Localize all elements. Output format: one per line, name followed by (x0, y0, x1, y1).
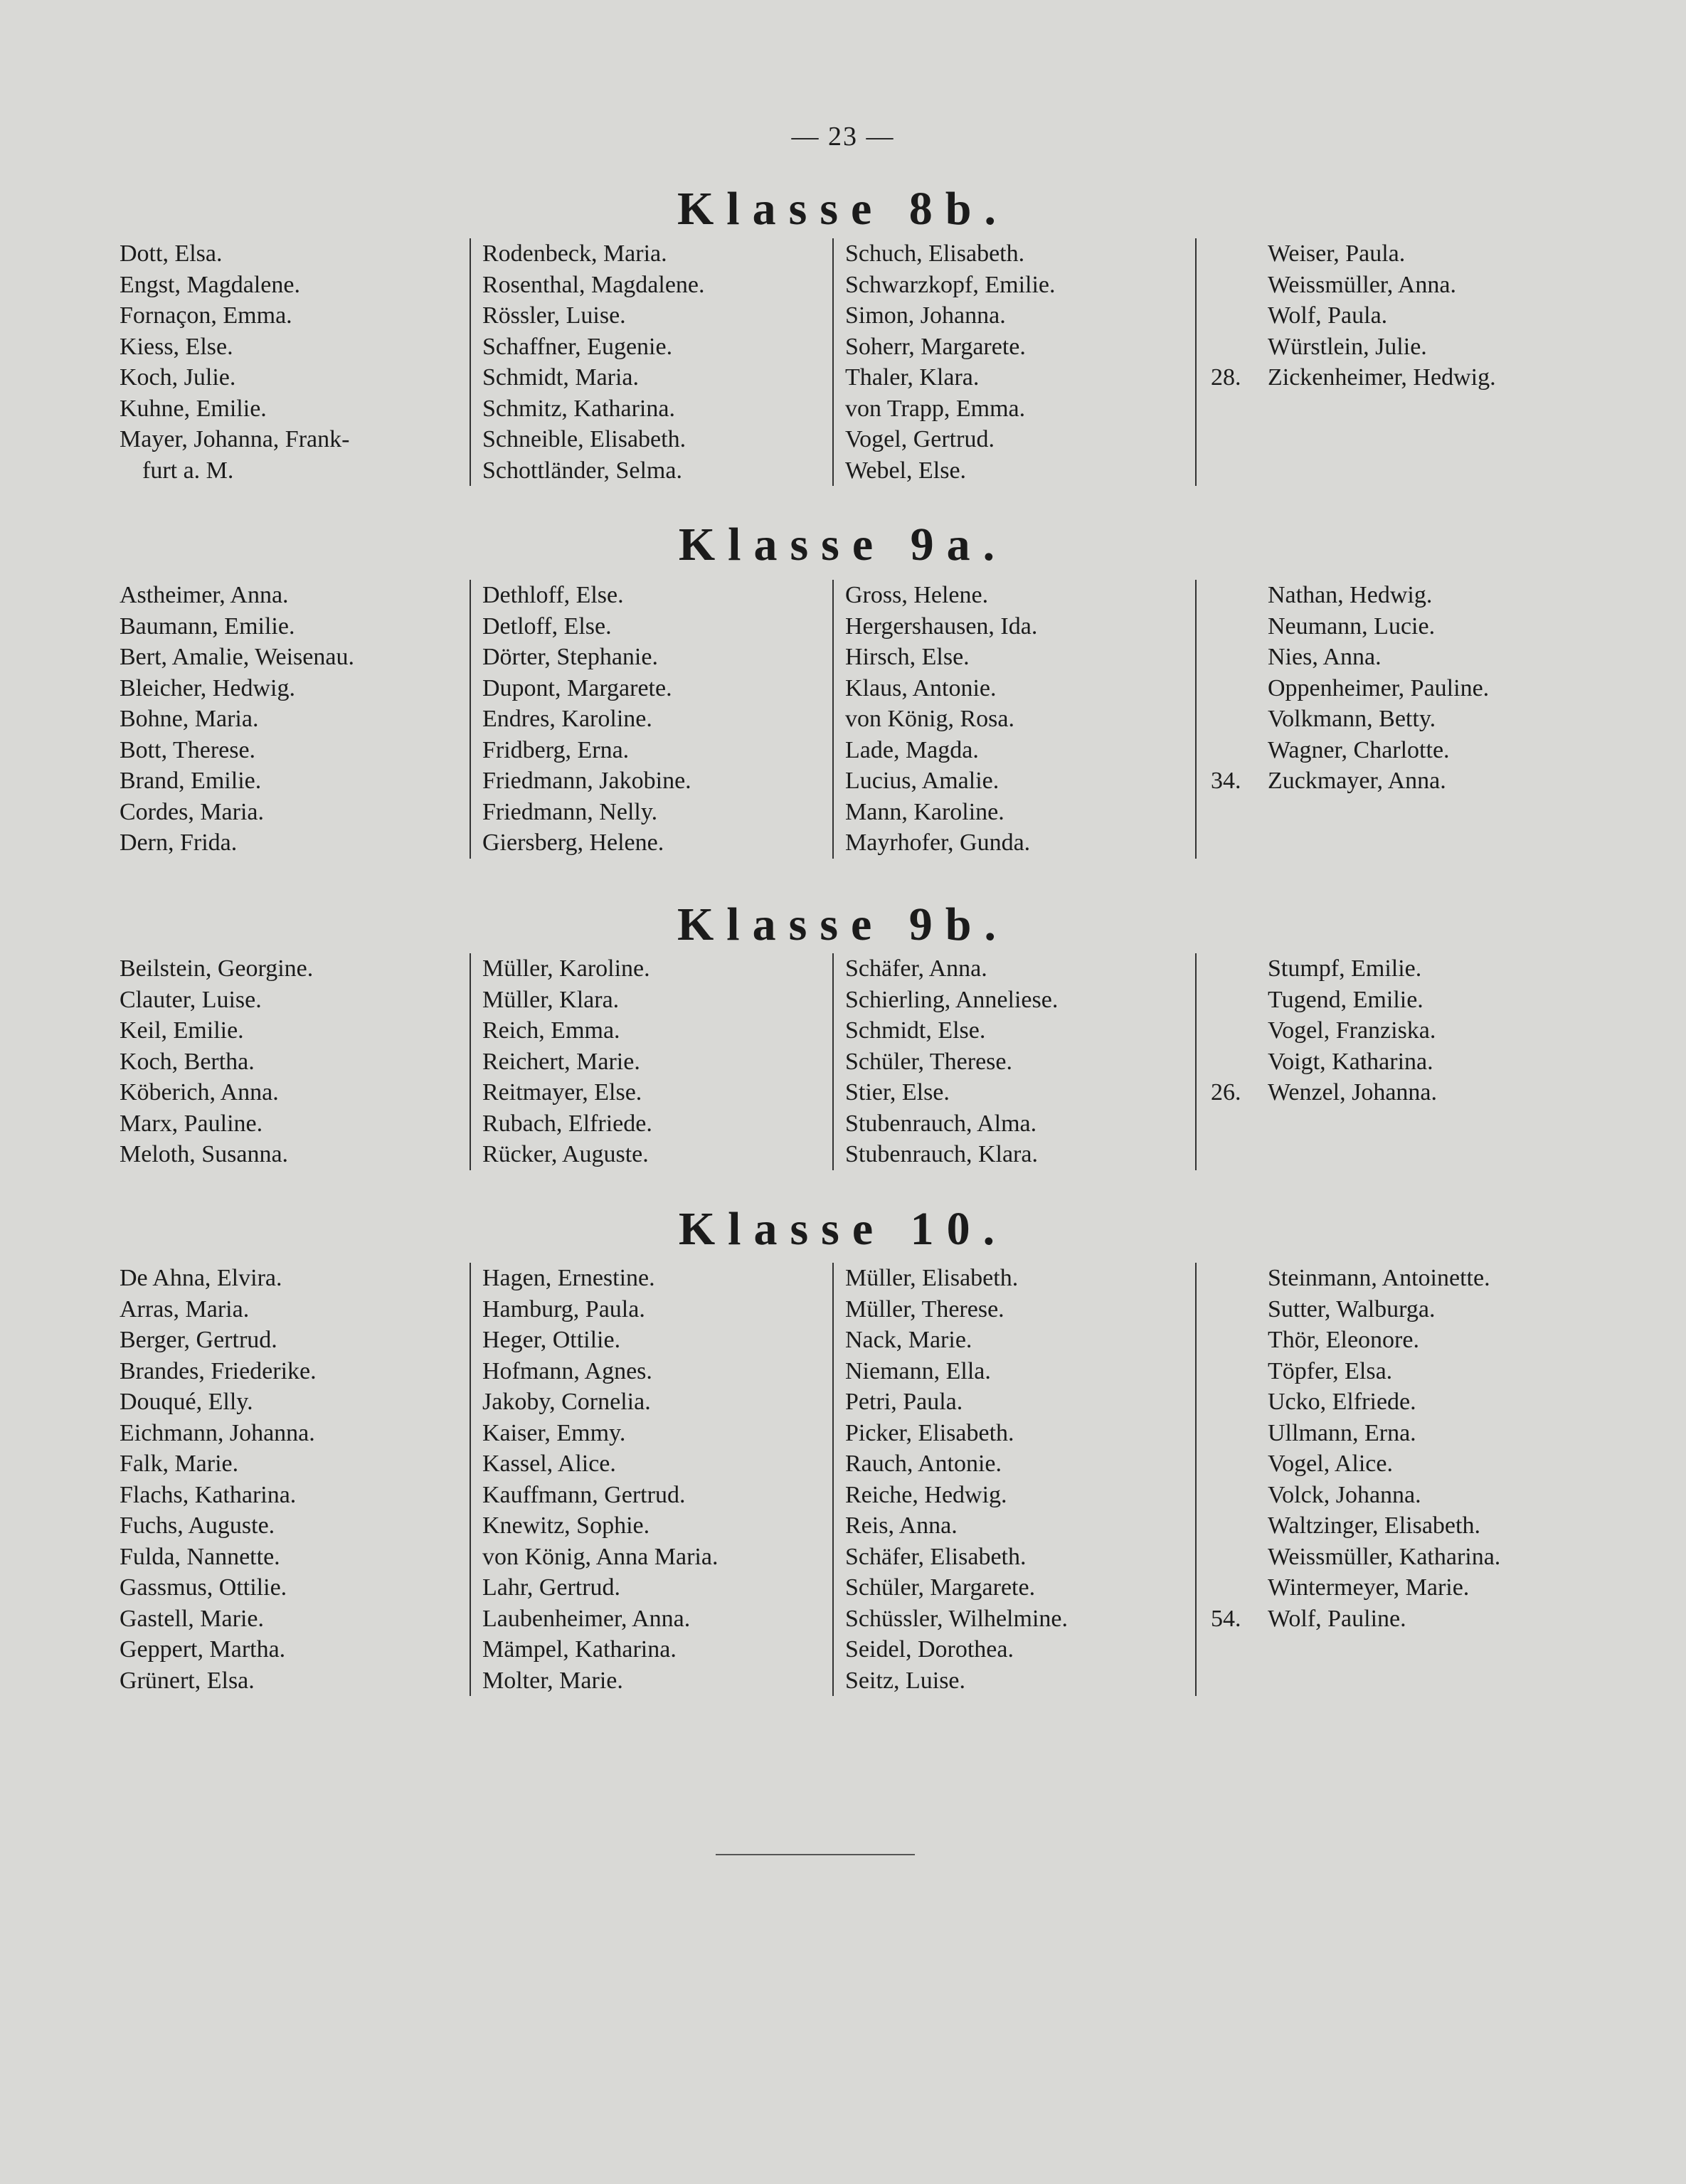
name-entry: Lahr, Gertrud. (482, 1574, 621, 1601)
name-column (832, 580, 1195, 859)
name-entry: Nathan, Hedwig. (1268, 582, 1433, 608)
name-entry: Köberich, Anna. (120, 1079, 279, 1106)
name-entry: Waltzinger, Elisabeth. (1268, 1512, 1480, 1539)
name-entry: Seitz, Luise. (845, 1667, 966, 1694)
name-entry: von König, Rosa. (845, 706, 1014, 732)
class-total: 28. (1211, 364, 1241, 391)
name-entry: Schmitz, Katharina. (482, 395, 675, 422)
name-entry: Thör, Eleonore. (1268, 1327, 1419, 1353)
name-entry: Endres, Karoline. (482, 706, 652, 732)
name-entry: Knewitz, Sophie. (482, 1512, 650, 1539)
names-grid-10 (114, 1263, 1579, 1696)
name-entry: Dott, Elsa. (120, 240, 223, 267)
name-entry: Soherr, Margarete. (845, 333, 1026, 360)
name-entry: Douqué, Elly. (120, 1389, 253, 1415)
name-column (470, 238, 832, 486)
name-entry: Bert, Amalie, Weisenau. (120, 644, 354, 670)
name-entry: Mayer, Johanna, Frank- (120, 426, 350, 452)
name-entry: Fuchs, Auguste. (120, 1512, 275, 1539)
name-column (114, 953, 470, 1170)
name-entry: Kiess, Else. (120, 333, 233, 360)
name-entry: von Trapp, Emma. (845, 395, 1026, 422)
name-entry: Seidel, Dorothea. (845, 1636, 1014, 1663)
name-entry: Lade, Magda. (845, 736, 979, 763)
name-entry: Bohne, Maria. (120, 706, 259, 732)
name-entry: Wintermeyer, Marie. (1268, 1574, 1470, 1601)
name-entry: Schaffner, Eugenie. (482, 333, 673, 360)
name-entry: Dörter, Stephanie. (482, 644, 658, 670)
name-entry: Wolf, Paula. (1268, 302, 1388, 329)
name-entry: Neumann, Lucie. (1268, 613, 1436, 640)
name-column (114, 580, 470, 859)
name-entry: Molter, Marie. (482, 1667, 623, 1694)
name-entry: Kuhne, Emilie. (120, 395, 267, 422)
section-title-9b: Klasse 9b. (677, 898, 1009, 950)
name-entry: Müller, Klara. (482, 986, 620, 1013)
name-entry: Töpfer, Elsa. (1268, 1357, 1393, 1384)
name-entry: Flachs, Katharina. (120, 1481, 297, 1508)
name-entry: Schüssler, Wilhelmine. (845, 1605, 1068, 1632)
name-entry: Kaiser, Emmy. (482, 1419, 626, 1446)
names-grid-9b (114, 953, 1579, 1170)
name-entry: Petri, Paula. (845, 1389, 963, 1415)
footer-rule (716, 1854, 915, 1855)
name-entry: Vogel, Alice. (1268, 1451, 1393, 1477)
name-entry: Nies, Anna. (1268, 644, 1382, 670)
name-entry: Klaus, Antonie. (845, 674, 997, 701)
name-entry: Stumpf, Emilie. (1268, 955, 1422, 982)
class-total: 54. (1211, 1605, 1241, 1632)
name-entry: Arras, Maria. (120, 1295, 250, 1322)
name-entry: Rauch, Antonie. (845, 1451, 1002, 1477)
name-entry: Dethloff, Else. (482, 582, 624, 608)
name-column (832, 953, 1195, 1170)
name-entry: Schmidt, Maria. (482, 364, 640, 391)
name-column (1195, 580, 1579, 859)
name-entry: Fulda, Nannette. (120, 1543, 280, 1570)
name-entry: Zickenheimer, Hedwig. (1268, 364, 1496, 391)
name-entry: Weissmüller, Anna. (1268, 271, 1457, 298)
name-entry: Keil, Emilie. (120, 1017, 244, 1044)
name-entry: Wagner, Charlotte. (1268, 736, 1450, 763)
name-entry: Koch, Julie. (120, 364, 236, 391)
name-entry: Kauffmann, Gertrud. (482, 1481, 686, 1508)
section-title-10: Klasse 10. (678, 1203, 1008, 1255)
name-entry: Weissmüller, Katharina. (1268, 1543, 1501, 1570)
name-entry: Rücker, Auguste. (482, 1141, 649, 1167)
name-entry: Bleicher, Hedwig. (120, 674, 295, 701)
name-column (470, 953, 832, 1170)
name-entry: Gassmus, Ottilie. (120, 1574, 287, 1601)
name-entry: Jakoby, Cornelia. (482, 1389, 651, 1415)
name-entry: Würstlein, Julie. (1268, 333, 1427, 360)
name-entry: Stubenrauch, Alma. (845, 1110, 1037, 1137)
name-entry: Schüler, Therese. (845, 1048, 1012, 1075)
name-entry: von König, Anna Maria. (482, 1543, 719, 1570)
name-entry: Schuch, Elisabeth. (845, 240, 1025, 267)
name-entry: Stier, Else. (845, 1079, 950, 1106)
name-entry: Marx, Pauline. (120, 1110, 263, 1137)
name-entry: Hirsch, Else. (845, 644, 970, 670)
name-entry: Simon, Johanna. (845, 302, 1006, 329)
name-entry: Oppenheimer, Pauline. (1268, 674, 1490, 701)
name-entry: Zuckmayer, Anna. (1268, 768, 1446, 794)
name-entry: Mann, Karoline. (845, 798, 1004, 825)
names-grid-8b (114, 238, 1579, 486)
name-entry: Reiche, Hedwig. (845, 1481, 1007, 1508)
name-entry: Eichmann, Johanna. (120, 1419, 315, 1446)
name-entry: Reis, Anna. (845, 1512, 958, 1539)
name-entry: Müller, Elisabeth. (845, 1265, 1019, 1291)
name-entry: Dupont, Margarete. (482, 674, 672, 701)
name-entry: Vogel, Gertrud. (845, 426, 995, 452)
name-entry: Astheimer, Anna. (120, 582, 289, 608)
name-entry: Fornaçon, Emma. (120, 302, 292, 329)
name-entry: Falk, Marie. (120, 1451, 239, 1477)
name-column (114, 1263, 470, 1696)
name-entry: Steinmann, Antoinette. (1268, 1265, 1490, 1291)
name-entry: Geppert, Martha. (120, 1636, 286, 1663)
name-column (1195, 1263, 1579, 1696)
name-entry: Rodenbeck, Maria. (482, 240, 667, 267)
name-entry: Vogel, Franziska. (1268, 1017, 1436, 1044)
name-entry: Detloff, Else. (482, 613, 612, 640)
names-grid-9a (114, 580, 1579, 859)
name-entry: Wenzel, Johanna. (1268, 1079, 1437, 1106)
name-entry: Niemann, Ella. (845, 1357, 991, 1384)
name-entry: Fridberg, Erna. (482, 736, 630, 763)
name-entry: Beilstein, Georgine. (120, 955, 314, 982)
name-entry: Meloth, Susanna. (120, 1141, 289, 1167)
name-entry: Dern, Frida. (120, 829, 238, 856)
name-entry: Schüler, Margarete. (845, 1574, 1036, 1601)
name-entry: Schäfer, Elisabeth. (845, 1543, 1027, 1570)
name-column (832, 1263, 1195, 1696)
name-entry: Gross, Helene. (845, 582, 989, 608)
name-column (114, 238, 470, 486)
name-entry: Sutter, Walburga. (1268, 1295, 1436, 1322)
name-entry: Reich, Emma. (482, 1017, 620, 1044)
section-title-9a: Klasse 9a. (678, 519, 1008, 571)
name-entry: Reichert, Marie. (482, 1048, 640, 1075)
name-entry: Weiser, Paula. (1268, 240, 1406, 267)
name-entry: Tugend, Emilie. (1268, 986, 1423, 1013)
name-entry: Brand, Emilie. (120, 768, 262, 794)
name-entry: Volck, Johanna. (1268, 1481, 1421, 1508)
name-entry: Brandes, Friederike. (120, 1357, 317, 1384)
name-entry: Grünert, Elsa. (120, 1667, 255, 1694)
name-entry: Gastell, Marie. (120, 1605, 264, 1632)
name-entry: Kassel, Alice. (482, 1451, 616, 1477)
name-entry: Berger, Gertrud. (120, 1327, 277, 1353)
name-entry: Hamburg, Paula. (482, 1295, 645, 1322)
name-column (470, 580, 832, 859)
name-entry: Rubach, Elfriede. (482, 1110, 652, 1137)
name-entry: Müller, Therese. (845, 1295, 1004, 1322)
name-entry: Schneible, Elisabeth. (482, 426, 686, 452)
section-title-8b: Klasse 8b. (677, 183, 1009, 235)
name-entry: De Ahna, Elvira. (120, 1265, 282, 1291)
name-entry: Schottländer, Selma. (482, 457, 682, 484)
name-entry: Cordes, Maria. (120, 798, 265, 825)
name-entry: Thaler, Klara. (845, 364, 980, 391)
name-entry: Picker, Elisabeth. (845, 1419, 1014, 1446)
name-entry: Baumann, Emilie. (120, 613, 295, 640)
name-column (832, 238, 1195, 486)
name-entry: Heger, Ottilie. (482, 1327, 621, 1353)
name-entry: Volkmann, Betty. (1268, 706, 1436, 732)
class-total: 26. (1211, 1079, 1241, 1106)
name-entry: Rosenthal, Magdalene. (482, 271, 705, 298)
name-entry: Engst, Magdalene. (120, 271, 300, 298)
name-column (1195, 238, 1579, 486)
name-column (1195, 953, 1579, 1170)
name-entry: Schmidt, Else. (845, 1017, 986, 1044)
name-entry: Nack, Marie. (845, 1327, 972, 1353)
name-entry: Hofmann, Agnes. (482, 1357, 652, 1384)
name-entry: Lucius, Amalie. (845, 768, 1000, 794)
name-entry: Mämpel, Katharina. (482, 1636, 677, 1663)
name-entry: Laubenheimer, Anna. (482, 1605, 691, 1632)
name-entry: Müller, Karoline. (482, 955, 650, 982)
name-entry: Ucko, Elfriede. (1268, 1389, 1416, 1415)
class-total: 34. (1211, 768, 1241, 794)
name-entry: Bott, Therese. (120, 736, 256, 763)
name-entry: Ullmann, Erna. (1268, 1419, 1416, 1446)
name-entry: Voigt, Katharina. (1268, 1048, 1433, 1075)
page-number: — 23 — (791, 122, 895, 152)
name-entry: Clauter, Luise. (120, 986, 262, 1013)
name-entry: Reitmayer, Else. (482, 1079, 642, 1106)
name-entry: Schäfer, Anna. (845, 955, 987, 982)
name-entry: Schwarzkopf, Emilie. (845, 271, 1056, 298)
name-entry: Hergershausen, Ida. (845, 613, 1038, 640)
name-entry: Webel, Else. (845, 457, 967, 484)
name-entry: Schierling, Anneliese. (845, 986, 1059, 1013)
name-entry: Friedmann, Jakobine. (482, 768, 691, 794)
name-entry: Koch, Bertha. (120, 1048, 255, 1075)
name-entry: Mayrhofer, Gunda. (845, 829, 1031, 856)
name-entry: Giersberg, Helene. (482, 829, 664, 856)
name-entry: Friedmann, Nelly. (482, 798, 658, 825)
name-entry: Hagen, Ernestine. (482, 1265, 655, 1291)
name-column (470, 1263, 832, 1696)
name-entry: furt a. M. (142, 457, 234, 484)
name-entry: Rössler, Luise. (482, 302, 626, 329)
name-entry: Stubenrauch, Klara. (845, 1141, 1038, 1167)
name-entry: Wolf, Pauline. (1268, 1605, 1406, 1632)
